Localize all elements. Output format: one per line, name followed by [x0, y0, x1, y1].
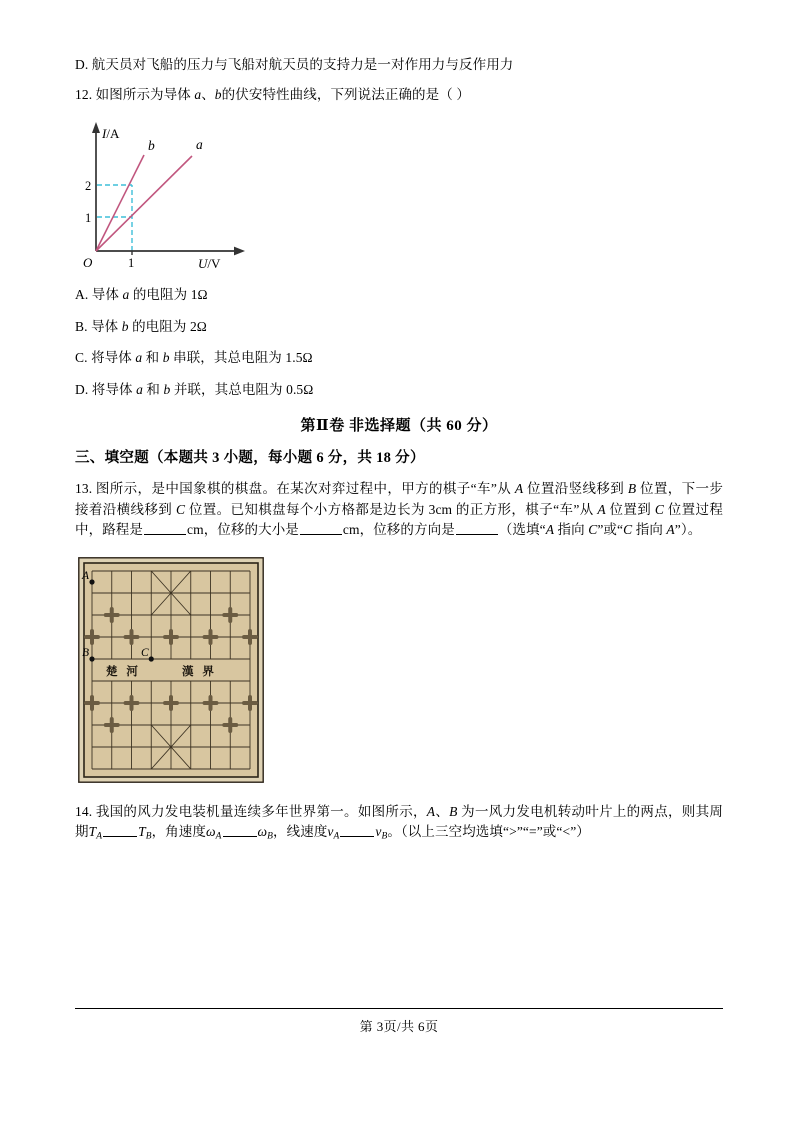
- point-C-dot: [149, 656, 154, 661]
- question-14-stem: [75, 802, 723, 845]
- q14-velocity-A-sub: A: [333, 831, 340, 842]
- question-12-option-d: [75, 380, 723, 401]
- page-footer: [75, 1008, 723, 1035]
- q13-symbol-A2: A: [597, 501, 606, 517]
- q13-tail-3: ”或“: [597, 522, 624, 538]
- question-13-stem: [75, 479, 723, 541]
- q14-period-A: T: [88, 824, 97, 840]
- point-C-label: C: [141, 646, 149, 659]
- q14-omega-A: ω: [205, 824, 216, 840]
- y-axis-label: I/A: [102, 126, 120, 142]
- q13-symbol-A: A: [514, 481, 524, 497]
- question-11-option-d: D. 航天员对飞船的压力与飞船对航天员的支持力是一对作用力与反作用力: [75, 57, 514, 72]
- chart-axes: [96, 130, 237, 251]
- option-a-marker: A.: [75, 287, 89, 303]
- page-number-text: 第 3页/共 6页: [359, 1019, 439, 1034]
- option-d-symbol-b: b: [163, 381, 171, 397]
- x-axis-label: U/V: [198, 256, 221, 272]
- q13-text-1: 13. 图所示，是中国象棋的棋盘。在某次对弈过程中，甲方的棋子“车”从: [75, 481, 515, 497]
- q12-stem-sep: 、: [201, 86, 215, 102]
- option-b-pre: 导体: [87, 318, 122, 334]
- q13-tail-1: （选填“: [498, 522, 546, 538]
- point-A-dot: [89, 579, 94, 584]
- q13-unit-2: cm，位移的方向是: [342, 522, 455, 538]
- q14-velocity-B: v: [375, 824, 382, 840]
- point-B-label: B: [82, 646, 90, 659]
- option-c-marker: C.: [75, 350, 88, 366]
- option-a-pre: 导体: [88, 287, 123, 303]
- xiangqi-board-svg: [78, 557, 264, 783]
- q13-text-5: 位置到: [605, 501, 655, 517]
- xtick-label-1: 1: [128, 256, 135, 271]
- q13-tail-symbol-C: C: [588, 522, 598, 538]
- q13-symbol-B: B: [627, 481, 637, 497]
- q14-text-4: ，线速度: [273, 824, 328, 840]
- point-B-dot: [89, 656, 94, 661]
- q14-velocity-B-sub: B: [381, 831, 388, 842]
- q14-period-A-sub: A: [96, 831, 103, 842]
- option-d-post: 并联，其总电阻为 0.5Ω: [170, 381, 314, 397]
- q14-text-2: 为一风力发电机转动叶片上的两点，则其周期: [75, 803, 723, 840]
- series-label-a: a: [196, 137, 203, 153]
- q13-blank-displacement[interactable]: [300, 521, 342, 535]
- river-text-left: 楚 河: [106, 665, 141, 678]
- q13-tail-symbol-C2: C: [623, 522, 633, 538]
- option-c-post: 串联，其总电阻为 1.5Ω: [169, 350, 313, 366]
- question-12-option-b: [75, 317, 723, 338]
- q14-period-B-sub: B: [145, 831, 152, 842]
- footer-divider: [75, 1008, 723, 1009]
- option-d-symbol-a: a: [136, 381, 143, 397]
- option-c-mid: 和: [142, 350, 163, 366]
- x-axis-arrow: [234, 247, 245, 256]
- q14-omega-B-sub: B: [267, 831, 274, 842]
- option-a-post: 的电阻为 1Ω: [129, 287, 208, 303]
- q14-blank-velocity[interactable]: [340, 823, 374, 837]
- option-c-symbol-b: b: [162, 350, 170, 366]
- q12-stem-prefix: 12. 如图所示为导体: [75, 86, 195, 102]
- option-b-symbol: b: [121, 318, 129, 334]
- ytick-label-1: 1: [85, 211, 92, 226]
- q13-tail-2: 指向: [554, 522, 589, 538]
- q14-text-5: 。（以上三空均选填“>”“=”或“<”）: [387, 824, 590, 840]
- q14-velocity-A: v: [327, 824, 334, 840]
- page-content: [75, 55, 723, 853]
- option-a-symbol: a: [122, 287, 130, 303]
- question-12-option-a: [75, 285, 723, 306]
- q14-blank-omega[interactable]: [223, 823, 257, 837]
- question-12-stem: [75, 85, 723, 106]
- point-A-label: A: [82, 569, 90, 582]
- option-d-pre: 将导体: [88, 381, 137, 397]
- q13-blank-distance[interactable]: [144, 521, 186, 535]
- iv-characteristic-chart: [75, 114, 723, 279]
- q14-omega-B: ω: [257, 824, 268, 840]
- option-b-marker: B.: [75, 318, 88, 334]
- q13-blank-direction[interactable]: [456, 521, 498, 535]
- section-3-heading: 三、填空题（本题共 3 小题，每小题 6 分，共 18 分）: [75, 450, 425, 467]
- ytick-label-2: 2: [85, 179, 92, 194]
- option-d-mid: 和: [142, 381, 164, 397]
- question-12-option-c: [75, 348, 723, 369]
- series-line-b: [96, 155, 144, 251]
- xiangqi-board-figure: [78, 557, 723, 788]
- q14-period-B: T: [138, 824, 146, 840]
- y-axis-arrow: [92, 122, 100, 133]
- q13-unit-1: cm，位移的大小是: [187, 522, 299, 538]
- q13-text-2: 位置沿竖线移到: [523, 481, 628, 497]
- q12-symbol-b: b: [214, 86, 222, 102]
- q14-omega-A-sub: A: [215, 831, 222, 842]
- chart-series: [96, 155, 192, 251]
- q12-stem-suffix: 的伏安特性曲线，下列说法正确的是（ ）: [221, 86, 470, 102]
- option-b-post: 的电阻为 2Ω: [128, 318, 207, 334]
- option-c-symbol-a: a: [135, 350, 143, 366]
- q13-symbol-C: C: [175, 501, 186, 517]
- q14-symbol-A: A: [426, 803, 436, 819]
- q13-tail-4: 指向: [632, 522, 667, 538]
- q13-symbol-C2: C: [654, 501, 664, 517]
- q13-text-6: 位置过程中，路程是: [75, 501, 724, 538]
- series-label-b: b: [148, 138, 155, 154]
- q13-text-4: 位置。已知棋盘每个小方格都是边长为 3cm 的正方形，棋子“车”从: [185, 501, 598, 517]
- series-line-a: [96, 156, 192, 251]
- iv-chart-svg: [75, 114, 305, 274]
- q13-text-3: 位置，下一步接着沿横线移到: [75, 481, 723, 517]
- q14-sep: 、: [435, 803, 450, 819]
- river-text-right: 漢 界: [182, 665, 217, 678]
- q14-text-1: 14. 我国的风力发电装机量连续多年世界第一。如图所示，: [75, 803, 427, 819]
- q12-symbol-a: a: [194, 86, 202, 102]
- q13-tail-symbol-A: A: [545, 522, 555, 538]
- q13-tail-5: ”）。: [674, 522, 702, 538]
- option-c-pre: 将导体: [87, 350, 136, 366]
- q14-text-3: ，角速度: [151, 824, 206, 840]
- volume-2-heading: 第Ⅱ卷 非选择题（共 60 分）: [300, 418, 498, 435]
- option-d-marker: D.: [75, 381, 89, 397]
- q14-blank-period[interactable]: [103, 823, 137, 837]
- q14-symbol-B: B: [449, 803, 458, 819]
- q13-tail-symbol-A2: A: [666, 522, 675, 538]
- origin-label: O: [83, 255, 93, 271]
- chart-guide-lines: [97, 185, 132, 251]
